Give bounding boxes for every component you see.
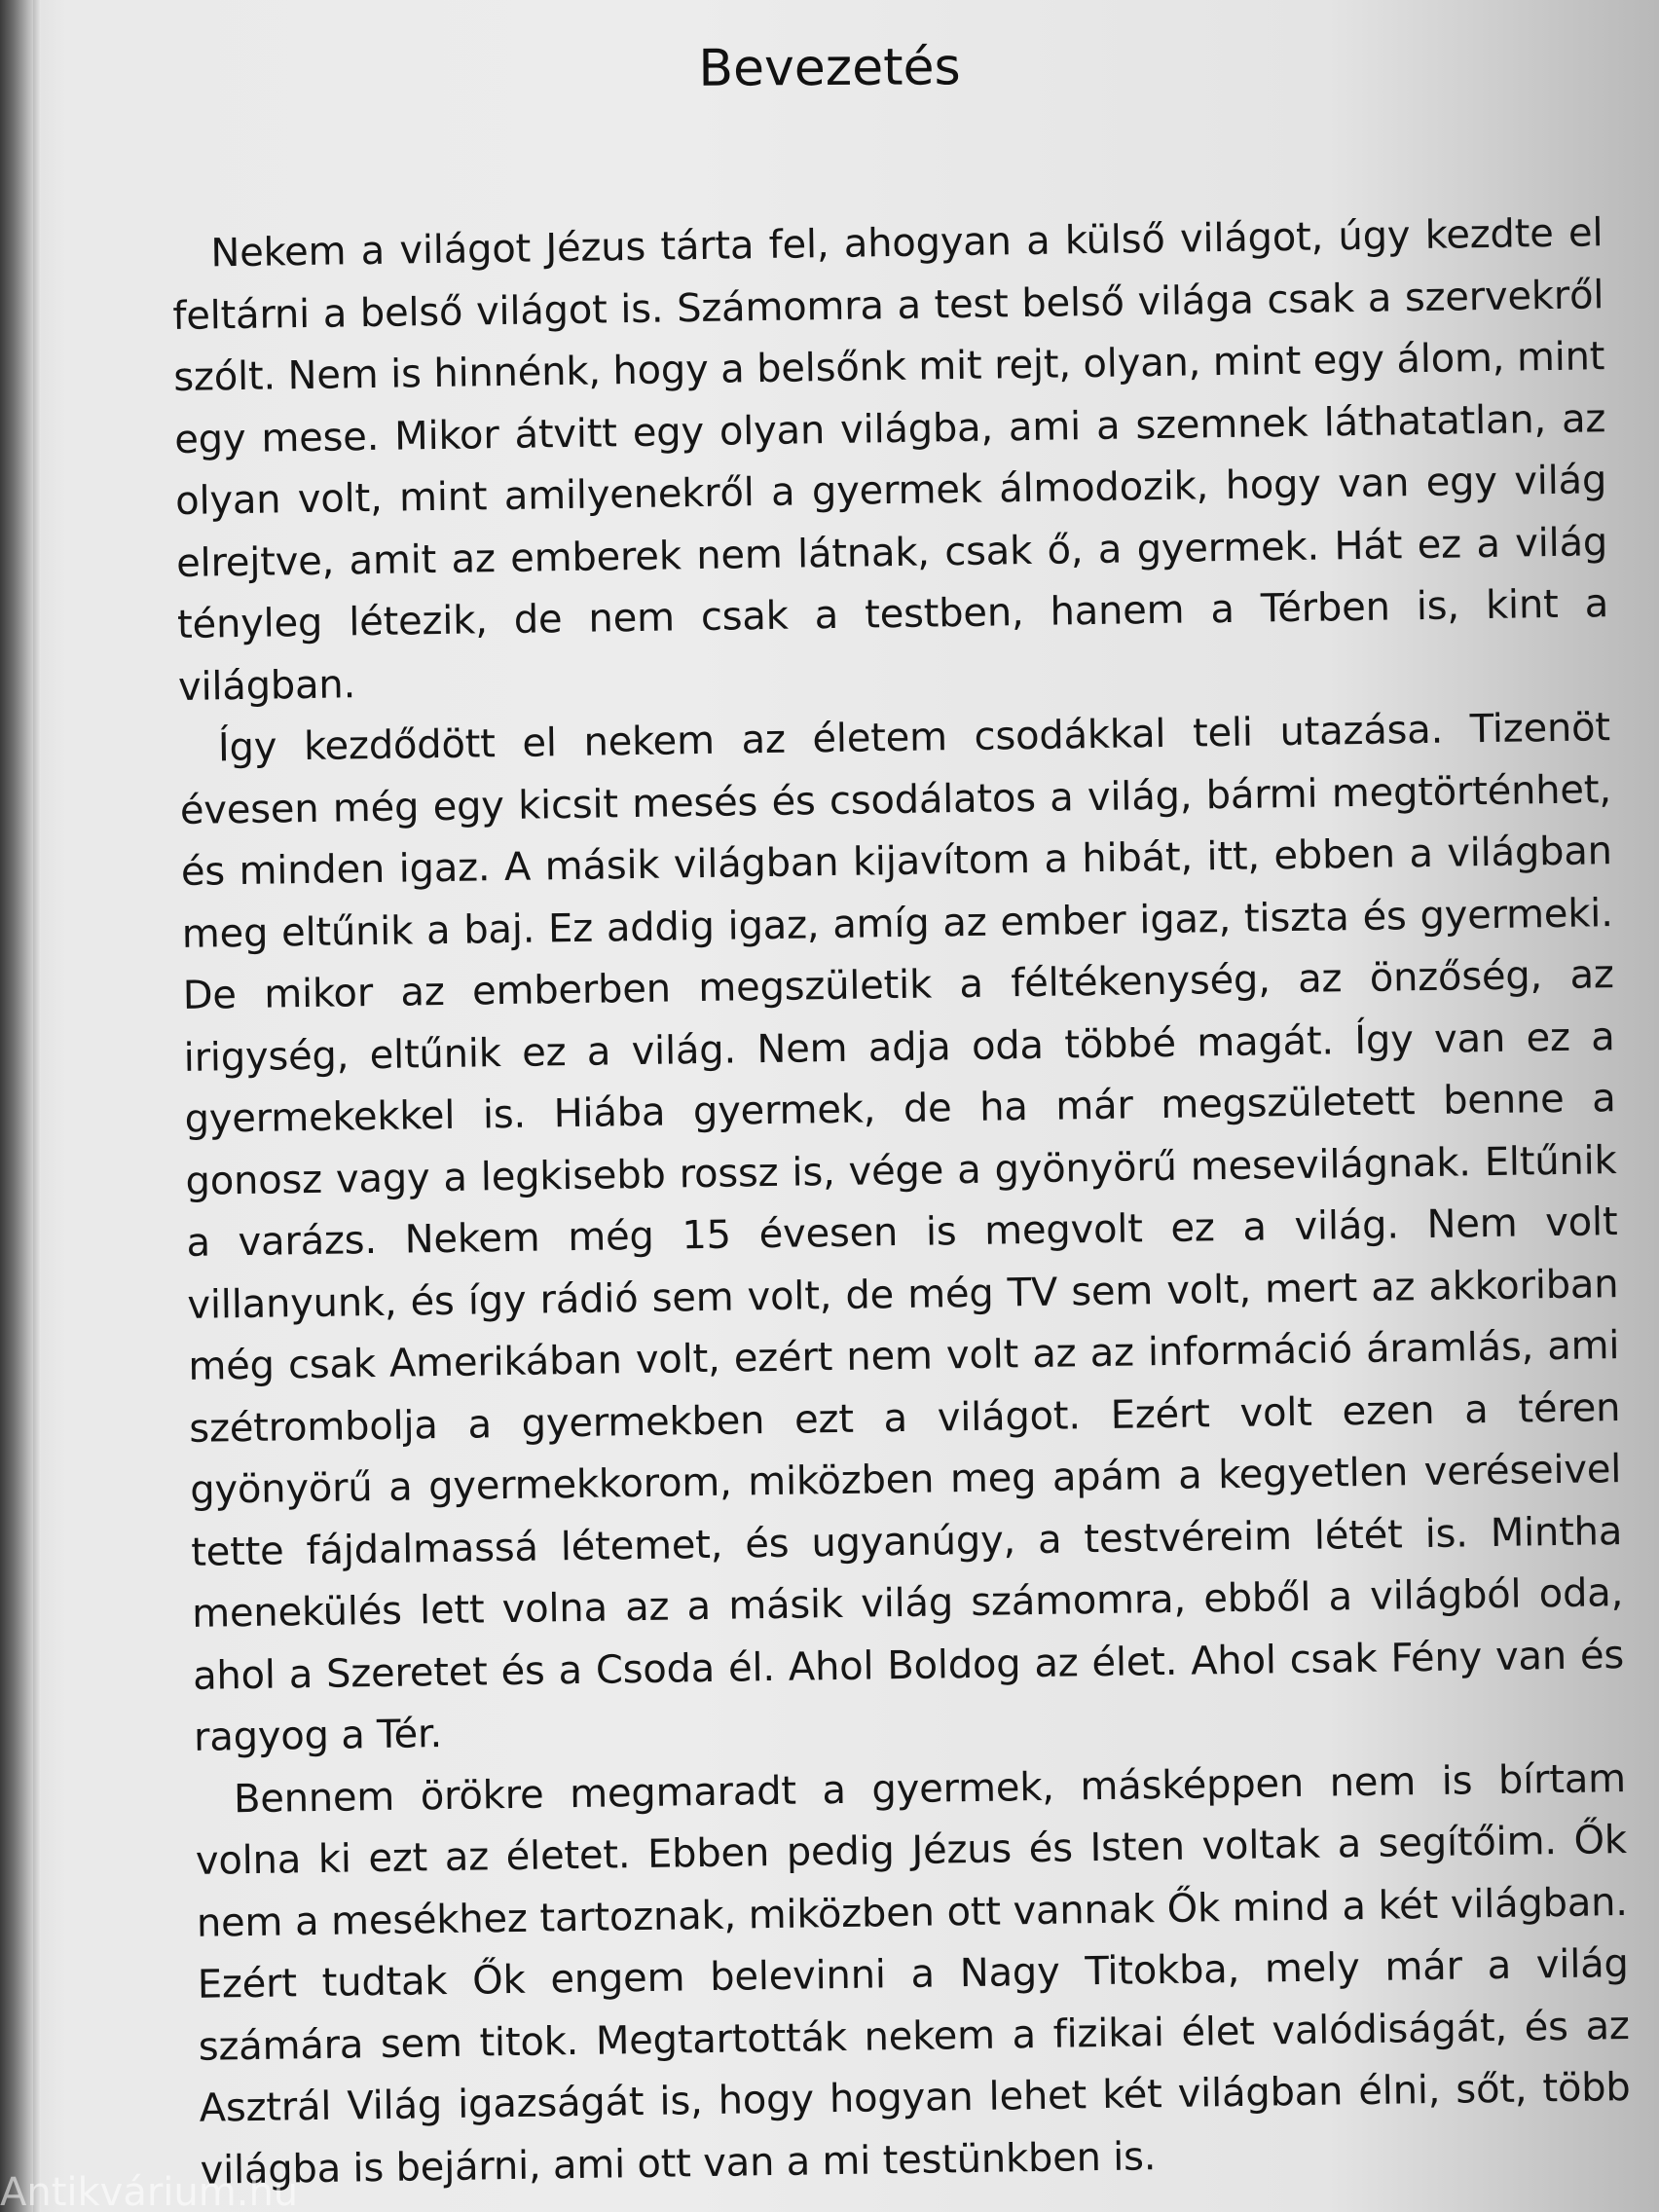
page-edge — [33, 0, 41, 2212]
page-title: Bevezetés — [698, 38, 961, 98]
paragraph-1: Nekem a világot Jézus tárta fel, ahogyan a külső világot, úgy kezdte el feltárni a belső világot is. Számomra a test belső világa csak a szervekről szólt. Nem is hinnénk, hogy a belsőnk mit rejt, olyan, mint egy álom, mint egy mese. Mikor átvitt egy olyan világba, ami a szemnek láthatatlan, az olyan volt, mint amilyenekről a gyermek álmodozik, hogy van egy világ elrejtve, amit az emberek nem látnak, csak ő, a gyermek. Hát ez a világ tényleg létezik, de nem csak a testben, hanem a Térben is, kint a világban. — [172, 210, 1609, 710]
watermark: Antikvárium.hu — [0, 2173, 299, 2212]
paragraph-3: Bennem örökre megmaradt a gyermek, másképpen nem is bírtam volna ki ezt az életet. Ebben pedig Jézus és Isten voltak a segítőim. Ők nem a mesékhez tartoznak, miközben ott vannak Ők mind a két világban. Ezért tudtak Ők engem belevinni a Nagy Titokba, mely már a világ számára sem titok. Megtartották nekem a fizikai élet valódiságát, és az Asztrál Világ igazságát is, hogy hogyan lehet két világban élni, sőt, több világba is bejárni, ami ott van a mi testünkben is. — [195, 1755, 1631, 2194]
body-text — [171, 203, 1632, 2202]
paragraph-2: Így kezdődött el nekem az életem csodákkal teli utazása. Tizenöt évesen még egy kicsit mesés és csodálatos a világ, bármi megtörténhet, és minden igaz. A másik világban kijavítom a hibát, itt, ebben a világban meg eltűnik a baj. Ez addig igaz, amíg az ember igaz, tiszta és gyermeki. De mikor az emberben megszületik a féltékenység, az önzőség, az irigység, eltűnik ez a világ. Nem adja oda többé magát. Így van ez a gyermekekkel is. Hiába gyermek, de ha már megszületett benne a gonosz vagy a legkisebb rossz is, vége a gyönyörű mesevilágnak. Eltűnik a varázs. Nekem még 15 évesen is megvolt ez a világ. Nem volt villanyunk, és így rádió sem volt, de még TV sem volt, mert az akkoriban még csak Amerikában volt, ezért nem volt az az információ áramlás, ami szétrombolja a gyermekben ezt a világot. Ezért volt ezen a téren gyönyörű a gyermekkorom, miközben meg apám a kegyetlen veréseivel tette fájdalmassá létemet, és ugyanúgy, a testvéreim létét is. Mintha menekülés lett volna az a másik világ számomra, ebből a világból oda, ahol a Szeretet és a Csoda él. Ahol Boldog az élet. Ahol csak Fény van és ragyog a Tér. — [179, 705, 1625, 1760]
book-spine — [0, 0, 33, 2212]
